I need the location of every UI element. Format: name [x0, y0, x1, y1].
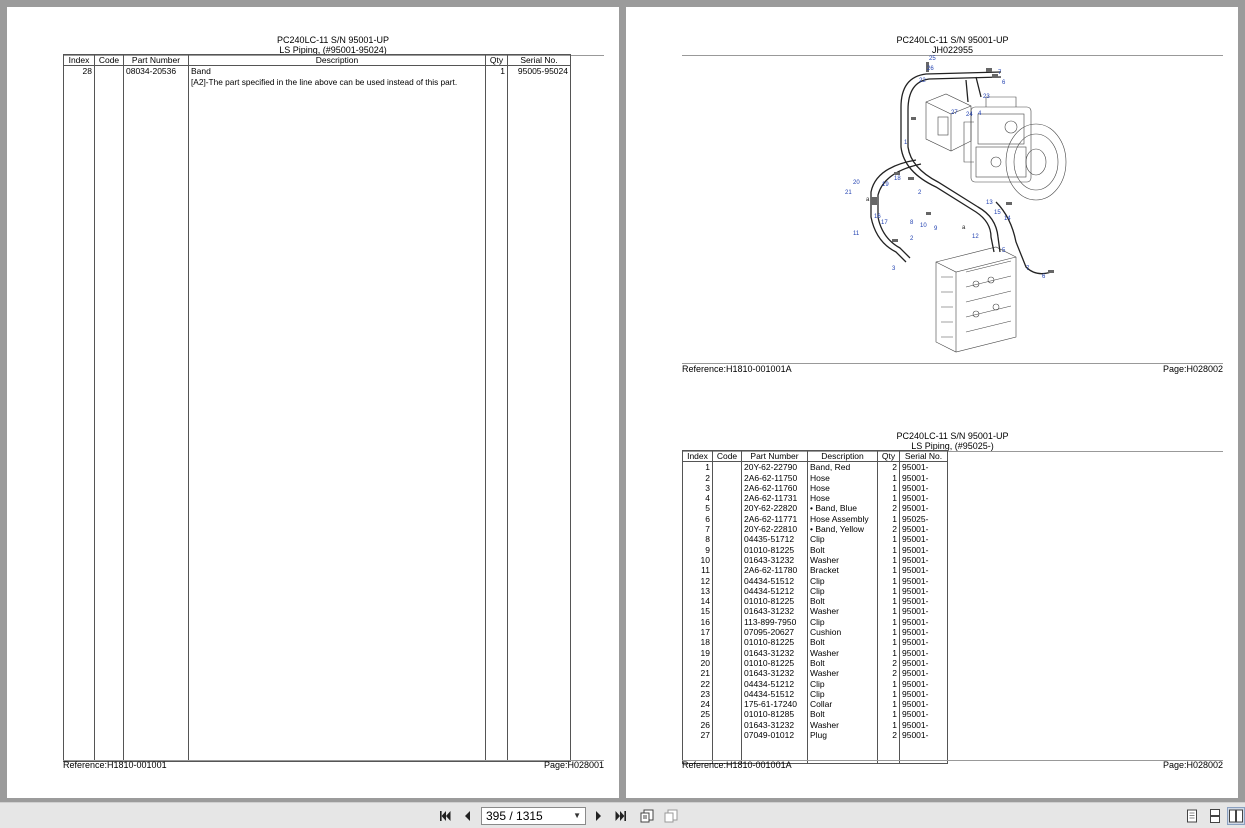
diagram-callout: 2: [910, 236, 914, 242]
cell-part-number: 20Y-62-22820: [742, 503, 808, 513]
cell-serial: 95001-: [900, 606, 948, 616]
cell-index: [64, 77, 95, 87]
diagram-callout: 23: [983, 94, 990, 100]
cell-description: Bracket: [808, 565, 878, 575]
table-row: [683, 514, 948, 524]
cell-index: 24: [683, 699, 713, 709]
cell-serial: 95005-95024: [508, 66, 571, 77]
cell-description: • Band, Yellow: [808, 524, 878, 534]
cell-part-number: 04434-51212: [742, 586, 808, 596]
cell-description: Clip: [808, 586, 878, 596]
diagram-code: JH022955: [931, 45, 974, 55]
cell-part-number: 01643-31232: [742, 555, 808, 565]
left-page: [7, 7, 619, 798]
cell-part-number: 2A6-62-11760: [742, 483, 808, 493]
cell-serial: 95001-: [900, 576, 948, 586]
cell-index: 25: [683, 709, 713, 719]
cell-part-number: 01643-31232: [742, 606, 808, 616]
table-row: [64, 77, 571, 87]
cell-qty: 1: [878, 617, 900, 627]
cell-index: 26: [683, 720, 713, 730]
last-page-icon[interactable]: [612, 807, 630, 825]
cell-index: 1: [683, 462, 713, 473]
cell-index: 23: [683, 689, 713, 699]
cell-description: Hose: [808, 473, 878, 483]
diagram-callout: 1: [904, 140, 908, 146]
cell-index: 9: [683, 545, 713, 555]
cell-index: 27: [683, 730, 713, 740]
cell-qty: 1: [878, 493, 900, 503]
cell-serial: 95001-: [900, 483, 948, 493]
cell-qty: 1: [486, 66, 508, 77]
cell-serial: 95001-: [900, 596, 948, 606]
control-valve-drawing: [936, 247, 1016, 352]
cell-index: 12: [683, 576, 713, 586]
dropdown-caret-icon: ▼: [573, 811, 581, 820]
diagram-callout: 15: [994, 210, 1001, 216]
left-page-reference: Reference:H1810-001001: [63, 760, 167, 770]
cell-qty: 1: [878, 699, 900, 709]
cell-code: [713, 462, 742, 473]
right-parts-table: [682, 450, 948, 764]
cell-code: [713, 576, 742, 586]
diagram-callouts: [845, 56, 1046, 280]
cell-description: Bolt: [808, 658, 878, 668]
table-row: [683, 699, 948, 709]
cell-qty: 1: [878, 473, 900, 483]
table-row: [683, 586, 948, 596]
cell-qty: 1: [878, 596, 900, 606]
cell-index: 11: [683, 565, 713, 575]
cell-description: Washer: [808, 555, 878, 565]
table-filler-row: [64, 87, 571, 762]
diagram-callout: 4: [978, 111, 982, 117]
cell-code: [713, 720, 742, 730]
cell-qty: 1: [878, 545, 900, 555]
cell-index: 15: [683, 606, 713, 616]
diagram-callout: 11: [853, 231, 860, 237]
cell-code: [713, 627, 742, 637]
cell-part-number: 2A6-62-11771: [742, 514, 808, 524]
cell-index: 28: [64, 66, 95, 77]
cell-code: [713, 637, 742, 647]
cell-serial: 95001-: [900, 473, 948, 483]
table-row: [683, 493, 948, 503]
cell-code: [713, 596, 742, 606]
diagram-callout: 20: [853, 180, 860, 186]
cell-description: Bolt: [808, 637, 878, 647]
cell-qty: 2: [878, 503, 900, 513]
cell-index: 13: [683, 586, 713, 596]
diagram-callout: 7: [1026, 266, 1030, 272]
left-page-subtitle: LS Piping, (#95001-95024): [279, 45, 387, 55]
table-row: [683, 648, 948, 658]
table-row: [683, 658, 948, 668]
two-page-view-icon[interactable]: [1227, 807, 1245, 825]
cell-code: [713, 473, 742, 483]
cell-code: [713, 668, 742, 678]
table-row: [683, 473, 948, 483]
cell-qty: 1: [878, 627, 900, 637]
cell-qty: 1: [878, 565, 900, 575]
cell-description: Hose: [808, 483, 878, 493]
diagram-callout: 9: [934, 226, 938, 232]
continuous-view-icon[interactable]: [1206, 807, 1224, 825]
col-serial: Serial No.: [900, 451, 948, 462]
left-page-title: PC240LC-11 S/N 95001-UP: [277, 35, 389, 45]
cell-index: 16: [683, 617, 713, 627]
cell-serial: 95001-: [900, 668, 948, 678]
cell-serial: 95025-: [900, 514, 948, 524]
cell-index: 17: [683, 627, 713, 637]
diagram-title: PC240LC-11 S/N 95001-UP: [896, 35, 1009, 45]
cell-code: [713, 565, 742, 575]
cell-serial: 95001-: [900, 637, 948, 647]
cell-description: Cushion: [808, 627, 878, 637]
page-indicator-text: 395 / 1315: [486, 809, 543, 823]
cell-description: Band: [189, 66, 486, 77]
cell-qty: 1: [878, 606, 900, 616]
cell-qty: 1: [878, 637, 900, 647]
cell-serial: 95001-: [900, 689, 948, 699]
cell-description: Collar: [808, 699, 878, 709]
cell-code: [713, 617, 742, 627]
table-row: [683, 503, 948, 513]
cell-part-number: 20Y-62-22810: [742, 524, 808, 534]
cell-description: Washer: [808, 720, 878, 730]
cell-code: [713, 545, 742, 555]
col-qty: Qty: [486, 55, 508, 66]
diagram-callout: 22: [919, 78, 926, 84]
diagram-callout: 24: [966, 112, 973, 118]
cell-description: Band, Red: [808, 462, 878, 473]
right-page: [626, 7, 1238, 798]
cell-qty: 2: [878, 668, 900, 678]
cell-part-number: 01643-31232: [742, 720, 808, 730]
cell-qty: 2: [878, 730, 900, 740]
diagram-letter-callout: a: [866, 197, 870, 203]
cell-part-number: 07095-20627: [742, 627, 808, 637]
cell-serial: 95001-: [900, 648, 948, 658]
cell-part-number: [124, 77, 189, 87]
cell-code: [713, 730, 742, 740]
cell-code: [713, 534, 742, 544]
table-row: [683, 576, 948, 586]
cell-description: Clip: [808, 679, 878, 689]
cell-description: • Band, Blue: [808, 503, 878, 513]
cell-description: Hose Assembly: [808, 514, 878, 524]
table-header-row: [683, 451, 948, 462]
cell-code: [95, 77, 124, 87]
cell-code: [713, 524, 742, 534]
cell-description: Washer: [808, 606, 878, 616]
cell-index: 4: [683, 493, 713, 503]
col-description: Description: [189, 55, 486, 66]
right-table-title: PC240LC-11 S/N 95001-UP: [896, 431, 1009, 441]
cell-index: 14: [683, 596, 713, 606]
cell-part-number: 2A6-62-11780: [742, 565, 808, 575]
cell-part-number: 01010-81225: [742, 658, 808, 668]
diagram-callout: 10: [920, 223, 927, 229]
cell-part-number: 175-61-17240: [742, 699, 808, 709]
cell-serial: 95001-: [900, 555, 948, 565]
diagram-callout: 16: [874, 214, 881, 220]
cell-part-number: 2A6-62-11750: [742, 473, 808, 483]
cell-code: [713, 514, 742, 524]
cell-part-number: 08034-20536: [124, 66, 189, 77]
diagram-page-number: Page:H028002: [1162, 364, 1223, 374]
fittings: [871, 62, 1054, 273]
table-row: [683, 462, 948, 473]
cell-description: Hose: [808, 493, 878, 503]
cell-qty: 1: [878, 709, 900, 719]
diagram-callout: 5: [1002, 248, 1006, 254]
cell-description: Washer: [808, 648, 878, 658]
fit-width-icon[interactable]: [662, 807, 680, 825]
diagram-callout: 18: [894, 176, 901, 182]
cell-part-number: 01010-81225: [742, 596, 808, 606]
col-index: Index: [683, 451, 713, 462]
cell-code: [713, 586, 742, 596]
cell-part-number: 04434-51512: [742, 689, 808, 699]
diagram-callout: 21: [845, 190, 852, 196]
table-row: [683, 720, 948, 730]
cell-code: [95, 66, 124, 77]
cell-part-number: 01010-81225: [742, 545, 808, 555]
left-page-header: [63, 35, 603, 55]
cell-index: 18: [683, 637, 713, 647]
diagram-callout: 17: [881, 220, 888, 226]
prev-page-icon[interactable]: [458, 807, 476, 825]
cell-serial: 95001-: [900, 493, 948, 503]
cell-part-number: 2A6-62-11731: [742, 493, 808, 503]
col-index: Index: [64, 55, 95, 66]
cell-code: [713, 699, 742, 709]
cell-code: [713, 689, 742, 699]
table-row: [64, 66, 571, 77]
cell-serial: 95001-: [900, 534, 948, 544]
diagram-callout: 25: [929, 56, 936, 62]
diagram-callout: 12: [972, 234, 979, 240]
cell-qty: 1: [878, 679, 900, 689]
cell-index: 6: [683, 514, 713, 524]
left-page-number: Page:H028001: [543, 760, 604, 770]
cell-part-number: 04434-51512: [742, 576, 808, 586]
table-row: [683, 534, 948, 544]
right-page-reference: Reference:H1810-001001A: [682, 760, 792, 770]
right-page-number: Page:H028002: [1162, 760, 1223, 770]
cell-qty: 2: [878, 658, 900, 668]
table-row: [683, 637, 948, 647]
first-page-icon[interactable]: [436, 807, 454, 825]
cell-serial: 95001-: [900, 617, 948, 627]
single-page-view-icon[interactable]: [1183, 807, 1201, 825]
diagram-callout: 19: [882, 182, 889, 188]
table-row: [683, 689, 948, 699]
cell-serial: 95001-: [900, 699, 948, 709]
diagram-callout: 13: [986, 200, 993, 206]
diagram-callout: 7: [998, 70, 1002, 76]
cell-description: Bolt: [808, 709, 878, 719]
cell-index: 21: [683, 668, 713, 678]
cell-serial: 95001-: [900, 565, 948, 575]
cell-index: 19: [683, 648, 713, 658]
table-header-row: [64, 55, 571, 66]
cell-serial: 95001-: [900, 524, 948, 534]
cell-code: [713, 658, 742, 668]
diagram-callout: 14: [1004, 216, 1011, 222]
diagram-callout: 3: [892, 266, 896, 272]
col-code: Code: [95, 55, 124, 66]
cell-part-number: 01643-31232: [742, 668, 808, 678]
viewer-toolbar: [0, 802, 1245, 828]
cell-qty: 1: [878, 534, 900, 544]
cell-serial: 95001-: [900, 586, 948, 596]
table-row: [683, 606, 948, 616]
cell-index: 8: [683, 534, 713, 544]
right-table-header: [682, 431, 1223, 451]
table-row: [683, 524, 948, 534]
cell-part-number: 01010-81225: [742, 637, 808, 647]
diagram-callout: 2: [918, 190, 922, 196]
cell-part-number: 20Y-62-22790: [742, 462, 808, 473]
cell-index: 5: [683, 503, 713, 513]
cell-serial: 95001-: [900, 545, 948, 555]
cell-part-number: 07049-01012: [742, 730, 808, 740]
table-row: [683, 555, 948, 565]
cell-part-number: 113-899-7950: [742, 617, 808, 627]
ls-piping-diagram: [826, 52, 1086, 362]
col-part-number: Part Number: [742, 451, 808, 462]
diagram-reference: Reference:H1810-001001A: [682, 364, 792, 374]
page-number-select[interactable]: [481, 807, 586, 825]
cell-index: 7: [683, 524, 713, 534]
cell-qty: 1: [878, 514, 900, 524]
cell-code: [713, 493, 742, 503]
cell-description: Plug: [808, 730, 878, 740]
col-code: Code: [713, 451, 742, 462]
diagram-callout: 26: [927, 66, 934, 72]
table-row: [683, 679, 948, 689]
cell-qty: 1: [878, 483, 900, 493]
table-row: [683, 627, 948, 637]
cell-serial: 95001-: [900, 462, 948, 473]
cell-description: Bolt: [808, 596, 878, 606]
col-description: Description: [808, 451, 878, 462]
cell-index: 10: [683, 555, 713, 565]
cell-part-number: 01010-81285: [742, 709, 808, 719]
cell-serial: 95001-: [900, 679, 948, 689]
cell-code: [713, 648, 742, 658]
col-qty: Qty: [878, 451, 900, 462]
table-row: [683, 709, 948, 719]
cell-description: Clip: [808, 689, 878, 699]
diagram-letter-callout: a: [962, 225, 966, 231]
cell-index: 20: [683, 658, 713, 668]
cell-code: [713, 483, 742, 493]
cell-serial: 95001-: [900, 658, 948, 668]
cell-index: 2: [683, 473, 713, 483]
diagram-callout: 8: [910, 220, 914, 226]
cell-qty: [486, 77, 508, 87]
cell-qty: 2: [878, 524, 900, 534]
table-row: [683, 617, 948, 627]
cell-qty: 1: [878, 586, 900, 596]
cell-qty: 1: [878, 555, 900, 565]
cell-part-number: 04435-51712: [742, 534, 808, 544]
cell-description: [A2]-The part specified in the line above can be used instead of this part.: [189, 77, 486, 87]
cell-description: Clip: [808, 576, 878, 586]
cell-part-number: 01643-31232: [742, 648, 808, 658]
table-row: [683, 730, 948, 740]
table-row: [683, 483, 948, 493]
cell-serial: 95001-: [900, 709, 948, 719]
cell-qty: 1: [878, 689, 900, 699]
cell-qty: 1: [878, 648, 900, 658]
cell-serial: 95001-: [900, 503, 948, 513]
fit-page-icon[interactable]: [638, 807, 656, 825]
cell-qty: 2: [878, 462, 900, 473]
left-parts-table: [63, 54, 571, 762]
cell-part-number: 04434-51212: [742, 679, 808, 689]
cell-code: [713, 679, 742, 689]
table-row: [683, 565, 948, 575]
cell-description: Clip: [808, 534, 878, 544]
cell-description: Bolt: [808, 545, 878, 555]
cell-description: Washer: [808, 668, 878, 678]
cell-code: [713, 503, 742, 513]
cell-code: [713, 606, 742, 616]
table-row: [683, 668, 948, 678]
diagram-callout: 27: [951, 110, 958, 116]
cell-code: [713, 709, 742, 719]
cell-description: Clip: [808, 617, 878, 627]
cell-serial: 95001-: [900, 627, 948, 637]
col-part-number: Part Number: [124, 55, 189, 66]
diagram-callout: 6: [1002, 80, 1006, 86]
cell-serial: 95001-: [900, 720, 948, 730]
cell-serial: [508, 77, 571, 87]
next-page-icon[interactable]: [590, 807, 608, 825]
cell-code: [713, 555, 742, 565]
cell-serial: 95001-: [900, 730, 948, 740]
col-serial: Serial No.: [508, 55, 571, 66]
cell-index: 22: [683, 679, 713, 689]
diagram-callout: 6: [1042, 274, 1046, 280]
table-row: [683, 596, 948, 606]
table-row: [683, 545, 948, 555]
cell-qty: 1: [878, 576, 900, 586]
right-table-subtitle: LS Piping, (#95025-): [911, 441, 994, 451]
cell-index: 3: [683, 483, 713, 493]
cell-qty: 1: [878, 720, 900, 730]
